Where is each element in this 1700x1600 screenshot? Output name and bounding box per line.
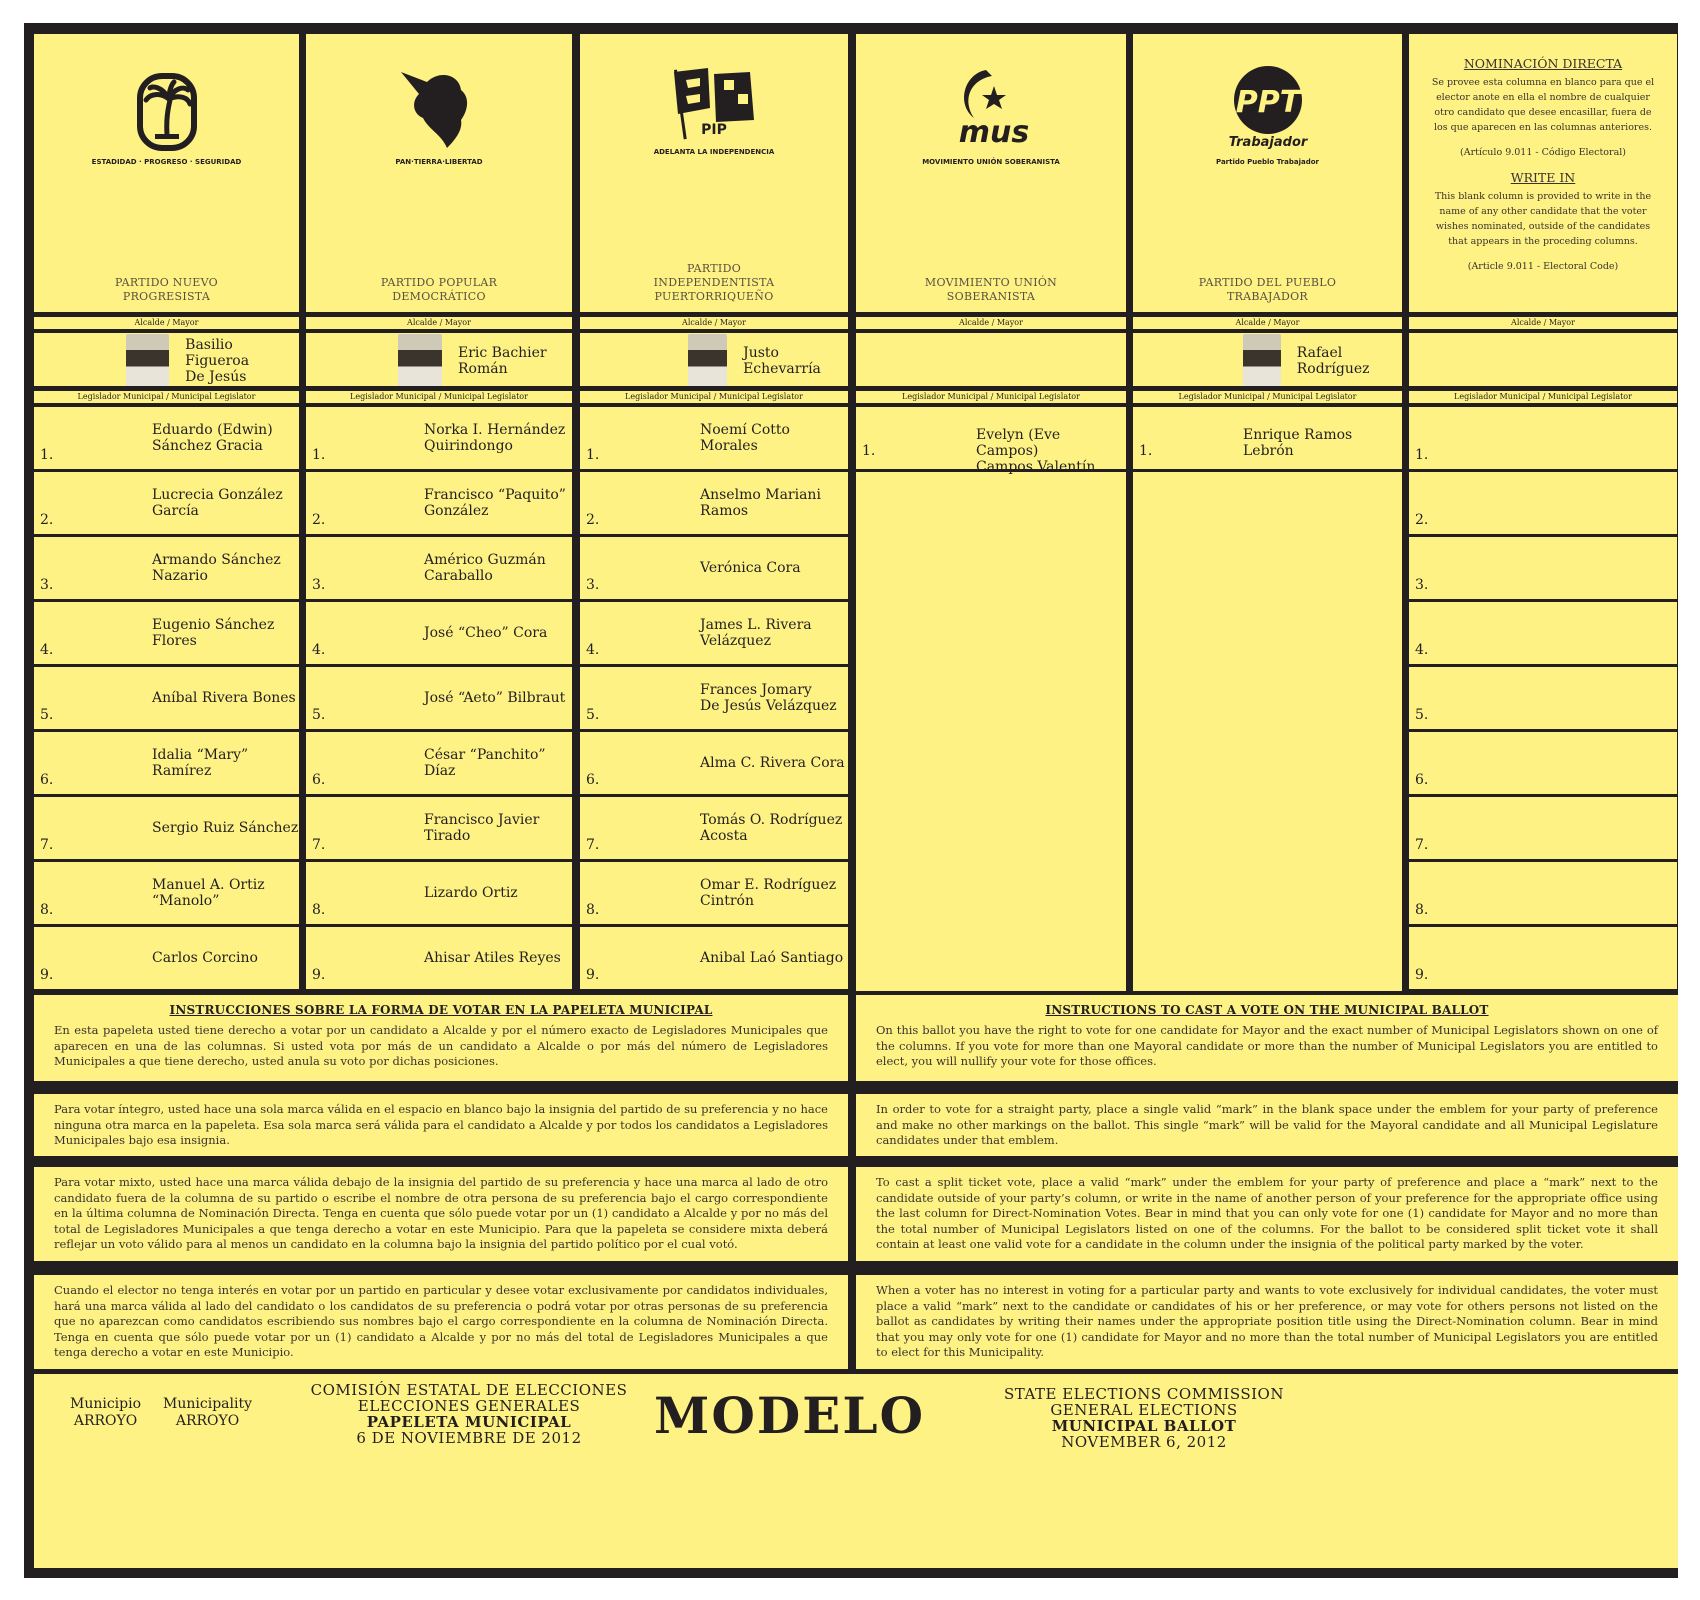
- footer-en-line: STATE ELECTIONS COMMISSION: [1004, 1385, 1284, 1403]
- legislator-number: 3.: [312, 577, 326, 593]
- legislator-name-line1: Francisco “Paquito”: [424, 487, 566, 503]
- legislator-row[interactable]: [306, 407, 572, 469]
- municipality-value: ARROYO: [175, 1413, 240, 1429]
- svg-text:PIP: PIP: [701, 122, 727, 138]
- legislator-row[interactable]: [1409, 407, 1677, 469]
- instructions-en-block-4: [856, 1275, 1678, 1369]
- legislator-row[interactable]: [306, 862, 572, 924]
- mayor-label: Alcalde / Mayor: [580, 317, 848, 329]
- legislator-number: 2.: [312, 512, 326, 528]
- legislator-row[interactable]: [1409, 797, 1677, 859]
- party-logo: [306, 64, 572, 166]
- legislator-number: 8.: [312, 902, 326, 918]
- party-logo: [580, 64, 848, 156]
- party-header-2: [306, 34, 572, 312]
- candidate-photo: [688, 334, 727, 386]
- legislator-row[interactable]: [34, 537, 299, 599]
- legislator-name: [424, 472, 566, 534]
- legislator-name-line1: Idalia “Mary” Ramírez: [152, 747, 249, 779]
- legislator-name-line1: Verónica Cora: [700, 560, 801, 576]
- legislator-number: 8.: [586, 902, 600, 918]
- legislator-row[interactable]: [580, 602, 848, 664]
- mayor-label: Alcalde / Mayor: [856, 317, 1126, 329]
- legislator-name-line1: Américo Guzmán: [424, 552, 546, 568]
- legislator-column-4: [856, 407, 1126, 991]
- write-in-title-en: WRITE IN: [1510, 170, 1576, 185]
- legislator-name-line2: Nazario: [152, 568, 208, 584]
- mayor-label: Alcalde / Mayor: [1409, 317, 1677, 329]
- mayor-name-line2: De Jesús: [185, 369, 247, 385]
- legislator-number: 1.: [312, 447, 326, 463]
- footer-es-line: PAPELETA MUNICIPAL: [366, 1413, 572, 1431]
- legislator-row[interactable]: [306, 537, 572, 599]
- legislator-name-line1: Armando Sánchez: [152, 552, 281, 568]
- legislator-row[interactable]: [580, 667, 848, 729]
- legislator-name-line1: Alma C. Rivera Cora: [700, 755, 845, 771]
- write-in-title-es: NOMINACIÓN DIRECTA: [1463, 56, 1623, 71]
- mayor-candidate: [126, 335, 299, 386]
- legislator-name-line1: Evelyn (Eve Campos): [976, 427, 1061, 459]
- legislator-name: [424, 862, 518, 924]
- legislator-row[interactable]: [1133, 407, 1402, 472]
- legislator-number: 8.: [40, 902, 54, 918]
- mayor-label: Alcalde / Mayor: [306, 317, 572, 329]
- legislator-name-line1: Lizardo Ortiz: [424, 885, 518, 901]
- legislator-label: Legislador Municipal / Municipal Legislator: [580, 391, 848, 403]
- instructions-text-en: When a voter has no interest in voting for a particular party and wants to vote exclusively for individual candidates, the voter must place a valid “mark” next to the candidate or candidates of his or her preference, or may vote for others persons not listed on the ballot as candidates by writing their names under the appropriate position title using the Direct-Nomination column. Bear in mind that you may only vote for one (1) candidate for Mayor and no more than the total number of Municipal Legislators you are entitled to elect for this Municipality.: [876, 1283, 1658, 1359]
- legislator-name-line2: “Manolo”: [152, 893, 220, 909]
- write-in-instructions: [1431, 56, 1655, 274]
- legislator-number: 4.: [312, 642, 326, 658]
- mayor-name-line2: Román: [458, 361, 508, 377]
- legislator-row[interactable]: [306, 927, 572, 989]
- legislator-number: 5.: [40, 707, 54, 723]
- legislator-row[interactable]: [1409, 927, 1677, 989]
- footer-es-line: ELECCIONES GENERALES: [357, 1397, 581, 1415]
- legislator-row[interactable]: [580, 797, 848, 859]
- footer-english-title: [994, 1386, 1294, 1450]
- mayor-name: [1297, 345, 1402, 377]
- legislator-name: [152, 797, 298, 859]
- instructions-es-block-2: [34, 1094, 848, 1156]
- legislator-row[interactable]: [34, 667, 299, 729]
- legislator-row[interactable]: [580, 472, 848, 534]
- instructions-es-block-1: [34, 995, 848, 1081]
- legislator-name-line1: James L. Rivera: [700, 617, 812, 633]
- legislator-name-line1: Sergio Ruiz Sánchez: [152, 820, 299, 836]
- write-in-text-en: This blank column is provided to write in the name of any other candidate that the voter wishes nominated, outside of the candidates that appears in the proceding columns.: [1434, 191, 1652, 247]
- municipio: [70, 1396, 141, 1430]
- legislator-row[interactable]: [34, 602, 299, 664]
- legislator-row[interactable]: [1409, 732, 1677, 794]
- footer-es-line: COMISIÓN ESTATAL DE ELECCIONES: [310, 1381, 628, 1399]
- instructions-en-block-1: [856, 995, 1678, 1081]
- legislator-number: 7.: [586, 837, 600, 853]
- legislator-name: [700, 927, 843, 989]
- mayor-name-line1: Rafael Rodríguez: [1296, 345, 1370, 377]
- mayor-name: [185, 337, 299, 385]
- party-header-1: [34, 34, 299, 312]
- ppt-logo-icon: [1213, 64, 1323, 154]
- municipio-value: ARROYO: [73, 1413, 138, 1429]
- legislator-number: 9.: [1415, 967, 1429, 983]
- legislator-name-line2: Sánchez Gracia: [152, 438, 263, 454]
- legislator-name-line1: Eugenio Sánchez Flores: [152, 617, 275, 649]
- legislator-row[interactable]: [34, 472, 299, 534]
- legislator-name: [700, 602, 812, 664]
- party-logo-caption: Partido Pueblo Trabajador: [1216, 158, 1319, 166]
- legislator-row[interactable]: [580, 732, 848, 794]
- legislator-name: [700, 667, 837, 729]
- legislator-number: 7.: [1415, 837, 1429, 853]
- instructions-text-en: To cast a split ticket vote, place a valid “mark” under the emblem for your party of preference and place a “mark” next to the candidate outside of your party’s column, or write in the name of another person of your preference for the appropriate office using the last column for Direct-Nomination Votes. Bear in mind that you can only vote for one (1) candidate for Mayor and no more than the total number of Municipal Legislators listed on one of the columns. For the ballot to be considered split ticket vote it shall contain at least one valid vote for a candidate in the column under the insignia of the political party marked by the voter.: [876, 1175, 1658, 1251]
- legislator-name-line2: Acosta: [700, 828, 748, 844]
- mayor-name: [743, 345, 848, 377]
- legislator-label: Legislador Municipal / Municipal Legislator: [34, 391, 299, 403]
- mayor-cell-6[interactable]: [1409, 333, 1677, 386]
- legislator-number: 2.: [40, 512, 54, 528]
- party-logo: [856, 64, 1126, 166]
- footer-en-line: NOVEMBER 6, 2012: [1061, 1433, 1227, 1451]
- legislator-row[interactable]: [580, 862, 848, 924]
- legislator-name: [152, 407, 273, 469]
- legislator-name-line2: Cintrón: [700, 893, 754, 909]
- mayor-cell-5[interactable]: [1133, 333, 1402, 386]
- legislator-name: [152, 537, 281, 599]
- legislator-name-line1: Eduardo (Edwin): [152, 422, 273, 438]
- legislator-row[interactable]: [580, 537, 848, 599]
- legislator-name: [152, 862, 265, 924]
- mayor-candidate: [688, 335, 848, 386]
- legislator-name-line1: Omar E. Rodríguez: [700, 877, 837, 893]
- legislator-row[interactable]: [580, 927, 848, 989]
- mayor-label: Alcalde / Mayor: [1133, 317, 1402, 329]
- instructions-es-block-4: [34, 1275, 848, 1369]
- mayor-cell-1[interactable]: [34, 333, 299, 386]
- party-header-5: [1133, 34, 1402, 312]
- ballot-footer: [34, 1374, 1678, 1568]
- legislator-name-line1: César “Panchito” Díaz: [424, 747, 546, 779]
- legislator-row[interactable]: [34, 927, 299, 989]
- legislator-name-line1: Tomás O. Rodríguez: [700, 812, 843, 828]
- legislator-row[interactable]: [580, 407, 848, 469]
- legislator-name: [152, 927, 258, 989]
- moon-star-logo-icon: [936, 64, 1046, 154]
- mayor-name-line1: Eric Bachier: [458, 345, 547, 361]
- legislator-name-line1: Anibal Laó Santiago: [700, 950, 844, 966]
- instructions-es-block-3: [34, 1167, 848, 1261]
- legislator-number: 9.: [586, 967, 600, 983]
- instructions-title-en: INSTRUCTIONS TO CAST A VOTE ON THE MUNICIPAL BALLOT: [1045, 1003, 1489, 1017]
- legislator-name: [152, 732, 299, 794]
- legislator-name-line1: Norka I. Hernández: [424, 422, 566, 438]
- footer-spanish-title: [309, 1382, 629, 1446]
- instructions-text-es: Cuando el elector no tenga interés en votar por un partido en particular y desee votar exclusivamente por candidatos individuales, hará una marca válida al lado del candidato o los candidatos de su preferencia o podrá votar por otras personas de su preferencia que no aparezcan como candidatos escribiendo sus nombres bajo el cargo correspondiente en la columna de Nominación Directa. Tenga en cuenta que sólo puede votar por un (1) candidato a Alcalde y por no más del total de Legisladores Municipales a que tenga derecho a votar en este Municipio.: [54, 1283, 828, 1359]
- legislator-label: Legislador Municipal / Municipal Legislator: [1133, 391, 1402, 403]
- party-name: PARTIDO NUEVO PROGRESISTA: [114, 276, 219, 303]
- legislator-name: [424, 927, 561, 989]
- party-name: PARTIDO POPULAR DEMOCRÁTICO: [380, 276, 498, 303]
- write-in-header: [1409, 34, 1677, 312]
- legislator-number: 9.: [312, 967, 326, 983]
- legislator-number: 8.: [1415, 902, 1429, 918]
- party-logo-caption: PAN·TIERRA·LIBERTAD: [395, 158, 483, 166]
- legislator-name-line2: González: [424, 503, 489, 519]
- party-logo: [34, 64, 299, 166]
- legislator-name-line1: Aníbal Rivera Bones: [152, 690, 296, 706]
- legislator-number: 3.: [586, 577, 600, 593]
- legislator-name-line2: García: [152, 503, 199, 519]
- svg-text:Trabajador: Trabajador: [1228, 135, 1307, 150]
- party-logo-caption: ESTADIDAD · PROGRESO · SEGURIDAD: [91, 158, 242, 166]
- legislator-row[interactable]: [306, 472, 572, 534]
- legislator-name-line1: Frances Jomary: [700, 682, 812, 698]
- legislator-row[interactable]: [1409, 472, 1677, 534]
- municipality-block: [70, 1396, 252, 1430]
- legislator-number: 9.: [40, 967, 54, 983]
- party-logo-caption: MOVIMIENTO UNIÓN SOBERANISTA: [922, 158, 1060, 166]
- legislator-name-line2: De Jesús Velázquez: [700, 698, 837, 714]
- mayor-cell-3[interactable]: [580, 333, 848, 386]
- legislator-name: [424, 667, 565, 729]
- legislator-name: [152, 472, 283, 534]
- footer-en-line: MUNICIPAL BALLOT: [1051, 1417, 1237, 1435]
- candidate-photo: [398, 334, 442, 386]
- legislator-name-line1: Ahisar Atiles Reyes: [424, 950, 561, 966]
- party-name: MOVIMIENTO UNIÓN SOBERANISTA: [924, 276, 1058, 303]
- instructions-title-es: INSTRUCCIONES SOBRE LA FORMA DE VOTAR EN LA PAPELETA MUNICIPAL: [169, 1003, 713, 1017]
- write-in-ref-es: (Artículo 9.011 - Código Electoral): [1460, 147, 1626, 158]
- mayor-label: Alcalde / Mayor: [34, 317, 299, 329]
- legislator-row[interactable]: [306, 732, 572, 794]
- legislator-name: [700, 862, 836, 924]
- legislator-row[interactable]: [306, 667, 572, 729]
- legislator-label: Legislador Municipal / Municipal Legislator: [306, 391, 572, 403]
- legislator-name: [424, 732, 572, 794]
- instructions-text-es: Para votar íntegro, usted hace una sola marca válida en el espacio en blanco bajo la insignia del partido de su preferencia y no hace ninguna otra marca en la papeleta. Esa sola marca será válida para el candidato a Alcalde y por todos los candidatos a Legisladores Municipales bajo esa insignia.: [54, 1102, 828, 1147]
- legislator-number: 1.: [862, 443, 876, 459]
- legislator-name: [424, 537, 546, 599]
- legislator-name-line1: Manuel A. Ortiz: [152, 877, 265, 893]
- legislator-name: [424, 797, 572, 859]
- legislator-number: 3.: [1415, 577, 1429, 593]
- legislator-number: 1.: [40, 447, 54, 463]
- mayor-candidate: [1243, 335, 1402, 386]
- legislator-row[interactable]: [306, 602, 572, 664]
- legislator-name: [700, 472, 821, 534]
- legislator-row[interactable]: [306, 797, 572, 859]
- legislator-name-line1: José “Aeto” Bilbraut: [424, 690, 566, 706]
- write-in-ref-en: (Article 9.011 - Electoral Code): [1467, 261, 1619, 272]
- jibaro-head-logo-icon: [384, 64, 494, 154]
- instructions-text-es: En esta papeleta usted tiene derecho a votar por un candidato a Alcalde y por el número exacto de Legisladores Municipales que aparecen en una de las columnas. Si usted vota por más de un candidato a Alcalde o por más del número de Legisladores Municipales a que tiene derecho, usted anula su voto por dichas posiciones.: [54, 1023, 828, 1068]
- legislator-row[interactable]: [34, 407, 299, 469]
- legislator-column-5: [1133, 407, 1402, 991]
- mayor-name-line1: Basilio Figueroa: [185, 337, 250, 369]
- legislator-number: 3.: [40, 577, 54, 593]
- palm-tree-logo-icon: [112, 64, 222, 154]
- legislator-name: [152, 602, 299, 664]
- legislator-row[interactable]: [1409, 602, 1677, 664]
- legislator-label: Legislador Municipal / Municipal Legislator: [856, 391, 1126, 403]
- legislator-name-line1: Noemí Cotto Morales: [700, 422, 790, 454]
- mayor-name: [458, 345, 547, 377]
- footer-es-line: 6 DE NOVIEMBRE DE 2012: [356, 1429, 582, 1447]
- candidate-photo: [126, 334, 169, 386]
- legislator-name-line1: Enrique Ramos Lebrón: [1243, 427, 1353, 459]
- legislator-number: 5.: [312, 707, 326, 723]
- modelo-watermark: MODELO: [654, 1386, 926, 1445]
- legislator-name-line2: Velázquez: [700, 633, 771, 649]
- flag-logo-icon: [659, 64, 769, 144]
- legislator-number: 2.: [1415, 512, 1429, 528]
- party-name: PARTIDO INDEPENDENTISTA PUERTORRIQUEÑO: [653, 262, 775, 303]
- legislator-name: [976, 427, 1126, 475]
- legislator-name: [424, 407, 565, 469]
- mayor-cell-2[interactable]: [306, 333, 572, 386]
- mayor-name-line1: Justo Echevarría: [743, 345, 821, 377]
- legislator-name-line2: Campos Valentín: [976, 459, 1096, 475]
- legislator-number: 4.: [586, 642, 600, 658]
- legislator-name: [1243, 427, 1402, 469]
- legislator-row[interactable]: [34, 732, 299, 794]
- legislator-number: 1.: [1139, 443, 1153, 459]
- legislator-row[interactable]: [34, 797, 299, 859]
- legislator-name-line1: Lucrecia González: [152, 487, 283, 503]
- instructions-en-block-3: [856, 1167, 1678, 1261]
- legislator-number: 5.: [586, 707, 600, 723]
- instructions-en-block-2: [856, 1094, 1678, 1156]
- legislator-row[interactable]: [1409, 537, 1677, 599]
- legislator-number: 1.: [1415, 447, 1429, 463]
- legislator-row[interactable]: [1409, 862, 1677, 924]
- legislator-name: [700, 732, 845, 794]
- legislator-name-line1: Carlos Corcino: [152, 950, 258, 966]
- legislator-number: 4.: [1415, 642, 1429, 658]
- svg-text:PPT: PPT: [1235, 85, 1300, 120]
- legislator-label: Legislador Municipal / Municipal Legislator: [1409, 391, 1677, 403]
- legislator-row[interactable]: [856, 407, 1126, 475]
- municipality-label: Municipality: [163, 1396, 253, 1412]
- party-header-4: [856, 34, 1126, 312]
- write-in-text-es: Se provee esta columna en blanco para que el elector anote en ella el nombre de cualquier otro candidato que desee encasillar, fuera de los que aparecen en las columnas anteriores.: [1431, 77, 1655, 133]
- instructions-text-en: On this ballot you have the right to vote for one candidate for Mayor and the exact number of Municipal Legislators shown on one of the columns. If you vote for more than one Mayoral candidate or more than the number of Municipal Legislators you are entitled to elect, you will nullify your vote for those offices.: [876, 1023, 1658, 1068]
- instructions-text-es: Para votar mixto, usted hace una marca válida debajo de la insignia del partido de su preferencia y hace una marca al lado de otro candidato fuera de la columna de su partido o escribe el nombre de otra persona de su preferencia bajo el cargo correspondiente en la última columna de Nominación Directa. Tenga en cuenta que sólo puede votar por un (1) candidato a Alcalde y por no más del total de Legisladores Municipales a que tenga derecho a votar en este Municipio. Para que la papeleta se considere mixta deberá reflejar un voto válido para al menos un candidato en la columna bajo la insignia del partido político por el cual votó.: [54, 1175, 828, 1251]
- legislator-name: [700, 407, 848, 469]
- mayor-cell-4[interactable]: [856, 333, 1126, 386]
- legislator-name-line1: José “Cheo” Cora: [424, 625, 548, 641]
- legislator-name: [700, 797, 842, 859]
- legislator-number: 6.: [586, 772, 600, 788]
- legislator-number: 7.: [312, 837, 326, 853]
- legislator-number: 6.: [312, 772, 326, 788]
- municipality: [163, 1396, 252, 1430]
- svg-text:mus: mus: [958, 115, 1030, 150]
- legislator-name-line1: Francisco Javier Tirado: [424, 812, 540, 844]
- legislator-number: 7.: [40, 837, 54, 853]
- instructions-text-en: In order to vote for a straight party, place a single valid “mark” in the blank space under the emblem for your party of preference and make no other markings on the ballot. This single “mark” will be valid for the Mayoral candidate and all Municipal Legislature candidates under that emblem.: [876, 1102, 1658, 1147]
- legislator-row[interactable]: [1409, 667, 1677, 729]
- party-name: PARTIDO DEL PUEBLO TRABAJADOR: [1198, 276, 1337, 303]
- legislator-number: 2.: [586, 512, 600, 528]
- legislator-number: 6.: [1415, 772, 1429, 788]
- legislator-name-line2: Quirindongo: [424, 438, 513, 454]
- mayor-candidate: [398, 335, 547, 386]
- legislator-name: [700, 537, 801, 599]
- legislator-name: [152, 667, 296, 729]
- legislator-number: 4.: [40, 642, 54, 658]
- footer-en-line: GENERAL ELECTIONS: [1050, 1401, 1238, 1419]
- legislator-number: 6.: [40, 772, 54, 788]
- party-logo: [1133, 64, 1402, 166]
- candidate-photo: [1243, 334, 1281, 386]
- legislator-row[interactable]: [34, 862, 299, 924]
- legislator-name: [424, 602, 547, 664]
- municipio-label: Municipio: [70, 1396, 142, 1412]
- legislator-name-line1: Anselmo Mariani: [700, 487, 821, 503]
- legislator-name-line2: Caraballo: [424, 568, 493, 584]
- legislator-number: 1.: [586, 447, 600, 463]
- legislator-number: 5.: [1415, 707, 1429, 723]
- party-logo-caption: ADELANTA LA INDEPENDENCIA: [653, 148, 775, 156]
- legislator-name-line2: Ramos: [700, 503, 749, 519]
- party-header-3: [580, 34, 848, 312]
